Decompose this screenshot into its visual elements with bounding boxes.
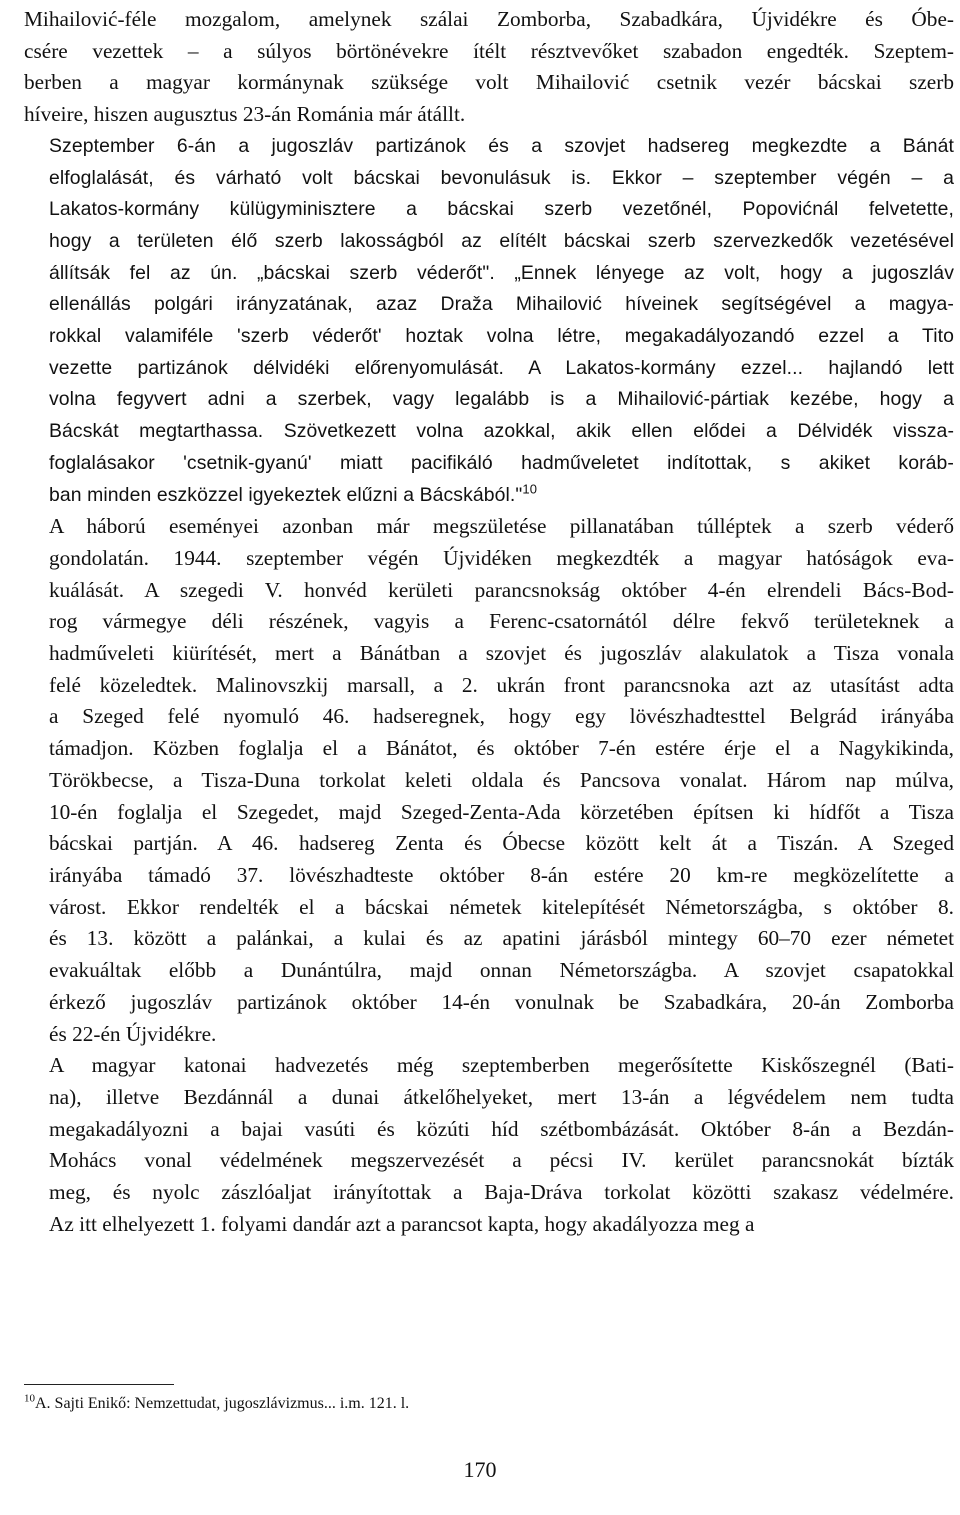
text-line: hadműveleti kiürítését, mert a Bánátban a szovjet és jugoszláv alakulatok a Tisza vonala xyxy=(49,641,954,666)
paragraph xyxy=(24,131,954,511)
footnote-reference: 10 xyxy=(522,481,538,497)
text-line: a Szeged felé nyomuló 46. hadseregnek, hogy egy lövészhadtesttel Belgrád irányába xyxy=(49,704,954,729)
text-line: rog vármegye déli részének, vagyis a Ferenc-csatornától délre fekvő területeknek a xyxy=(49,609,954,634)
text-line: csére vezettek – a súlyos börtönévekre ítélt résztvevőket szabadon engedték. Szeptem- xyxy=(24,38,954,63)
page-body xyxy=(24,4,954,1240)
text-line: támadjon. Közben foglalja el a Bánátot, és október 7-én estére érje el a Nagykikinda, xyxy=(49,736,954,761)
text-line: 10-én foglalja el Szegedet, majd Szeged-Zenta-Ada körzetében építsen ki hídfőt a Tisza xyxy=(49,799,954,824)
text-line: Mihailović-féle mozgalom, amelynek szálai Zomborba, Szabadkára, Újvidékre és Óbe- xyxy=(24,7,954,31)
footnote xyxy=(24,1394,409,1414)
paragraph xyxy=(24,1050,954,1240)
footnote-text: A. Sajti Enikő: Nemzettudat, jugoszlávizmus... i.m. 121. l. xyxy=(35,1395,410,1412)
text-line: ellenállás polgári irányzatának, azaz Draža Mihailović híveinek segítségével a magya- xyxy=(49,293,954,316)
text-line: irányába támadó 37. lövészhadteste október 8-án estére 20 km-re megközelítette a xyxy=(49,862,954,887)
text-line: Lakatos-kormány külügyminisztere a bácskai szerb vezetőnél, Popovićnál felvetette, xyxy=(49,198,954,221)
text-line: megakadályozni a bajai vasúti és közúti híd szétbombázását. Október 8-án a Bezdán- xyxy=(49,1116,954,1141)
text-line: érkező jugoszláv partizánok október 14-én vonulnak be Szabadkára, 20-án Zomborba xyxy=(49,989,954,1014)
text-line: felé közeledtek. Malinovszkij marsall, a 2. ukrán front parancsnoka azt az utasítást adta xyxy=(49,672,954,697)
text-line: Szeptember 6-án a jugoszláv partizánok és a szovjet hadsereg megkezdte a Bánát xyxy=(49,134,954,157)
text-line: Mohács vonal védelmének megszervezését a pécsi IV. kerület parancsnokát bízták xyxy=(49,1148,954,1173)
text-line: A háború eseményei azonban már megszületése pillanatában túlléptek a szerb véderő xyxy=(49,514,954,539)
text-line: és 13. között a palánkai, a kulai és az apatini járásból mintegy 60–70 ezer németet xyxy=(49,926,954,951)
text-line: foglalásakor 'csetnik-gyanú' miatt pacifikáló hadműveletet indítottak, s akiket koráb- xyxy=(49,451,954,474)
text-line: meg, és nyolc zászlóaljat irányítottak a Baja-Dráva torkolat közötti szakasz védelmére. xyxy=(49,1180,954,1205)
text-line: állítsák fel az ún. „bácskai szerb véderőt". „Ennek lényege az volt, hogy a jugoszláv xyxy=(49,261,954,284)
text-line xyxy=(24,480,954,512)
text-line-content: ban minden eszközzel igyekeztek elűzni a Bácskából." xyxy=(49,483,523,506)
footnote-number: 10 xyxy=(24,1392,35,1405)
page-number: 170 xyxy=(463,1457,497,1482)
text-line: gondolatán. 1944. szeptember végén Újvidéken megkezdték a magyar hatóságok eva- xyxy=(49,545,954,570)
text-line: A magyar katonai hadvezetés még szeptemberben megerősítette Kiskőszegnél (Bati- xyxy=(49,1053,954,1078)
text-line: híveire, hiszen augusztus 23-án Románia már átállt. xyxy=(24,102,466,127)
text-line: várost. Ekkor rendelték el a bácskai németek kitelepítését Németországba, s október 8. xyxy=(49,894,954,919)
body-text xyxy=(24,4,954,1240)
text-line: Törökbecse, a Tisza-Duna torkolat keleti oldala és Pancsova vonalat. Három nap múlva, xyxy=(49,767,954,792)
text-line: vezette partizánok délvidéki előrenyomulását. A Lakatos-kormány ezzel... hajlandó lett xyxy=(49,356,954,379)
text-line: hogy a területen élő szerb lakosságból az elítélt bácskai szerb szervezkedők vezetésével xyxy=(49,229,954,252)
text-line: bácskai partján. A 46. hadsereg Zenta és Óbecse között kelt át a Tiszán. A Szeged xyxy=(49,831,954,856)
paragraph xyxy=(24,4,954,131)
text-line: és 22-én Újvidékre. xyxy=(49,1021,217,1046)
paragraph xyxy=(24,511,954,1050)
text-line: kuálását. A szegedi V. honvéd kerületi parancsnokság október 4-én elrendeli Bács-Bod- xyxy=(49,577,954,602)
text-line: rokkal valamiféle 'szerb véderőt' hoztak volna létre, megakadályozandó ezzel a Tito xyxy=(49,325,954,348)
text-line: evakuáltak előbb a Dunántúlra, majd onnan Németországba. A szovjet csapatokkal xyxy=(49,958,954,983)
text-line: berben a magyar kormánynak szüksége volt Mihailović csetnik vezér bácskai szerb xyxy=(24,70,954,95)
text-line: volna fegyvert adni a szerbek, vagy legalább is a Mihailović-pártiak kezébe, hogy a xyxy=(49,388,954,411)
text-line: elfoglalását, és várható volt bácskai bevonulásuk is. Ekkor – szeptember végén – a xyxy=(49,166,954,189)
text-line: Bácskát megtarthassa. Szövetkezett volna azokkal, akik ellen elődei a Délvidék vissza- xyxy=(49,420,954,443)
text-line: na), illetve Bezdánnál a dunai átkelőhelyeket, mert 13-án a légvédelem nem tudta xyxy=(49,1084,954,1109)
text-line: Az itt elhelyezett 1. folyami dandár azt a parancsot kapta, hogy akadályozza meg a xyxy=(49,1211,755,1236)
footnote-divider xyxy=(24,1384,174,1385)
